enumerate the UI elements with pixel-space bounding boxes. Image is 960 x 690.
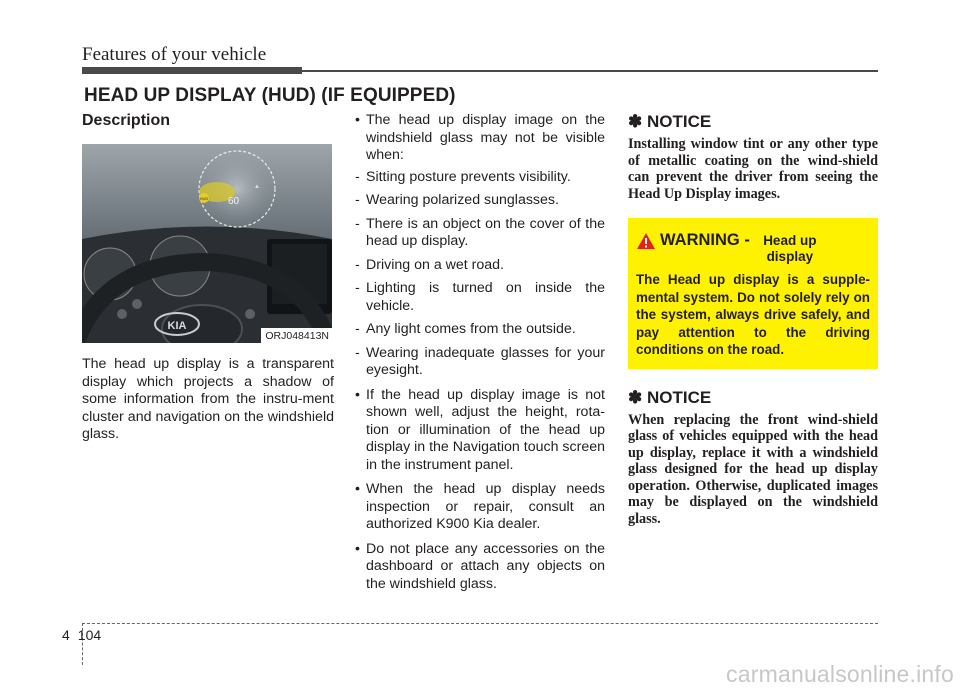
hud-figure [82,144,332,343]
sub-item: - Wearing polarized sunglasses. [355,192,605,210]
sub-item: - Wearing inadequate glasses for your eyesight. [355,345,605,380]
notice-body: When replacing the front wind-shield glass of vehicles equipped with the head up display, replace it with a windshield glass designed for the head up display operation. Otherwise, duplicated images may be displayed on the windshield glass. [628,411,878,527]
dashboard-illustration [82,144,332,343]
sub-item: - There is an object on the cover of the head up display. [355,216,605,251]
bullet-item: • When the head up display needs inspection or repair, consult an authorized K900 Kia dealer. [355,481,605,534]
description-paragraph: The head up display is a transparent display which projects a shadow of some information from the instru-ment cluster and navigation on the windshield glass. [82,356,334,442]
watermark: carmanualsonline.info [726,661,954,687]
sub-item: - Sitting posture prevents visibility. [355,169,605,187]
notice-2 [628,388,878,528]
warning-box [628,218,878,369]
right-column [628,112,878,527]
notice-title: ✽ NOTICE [628,112,712,131]
hud-badge-text: HUD [199,196,209,201]
section-title: HEAD UP DISPLAY (HUD) (IF EQUIPPED) [84,85,456,106]
notice-body: Installing window tint or any other type of metallic coating on the wind-shield can prevent the driver from seeing the Head Up Display images. [628,136,878,202]
middle-column [355,112,605,600]
footer-rule [82,623,878,624]
sub-item: - Lighting is turned on inside the vehicle. [355,280,605,315]
warning-triangle-icon [636,232,656,250]
header-bar [82,67,302,74]
warning-body: The Head up display is a supple-mental system. Do not solely rely on the system, always drive safely, and pay attention to the driving conditions on the road. [636,272,870,357]
bullet-item: • The head up display image on the windshield glass may not be visible when: [355,112,605,165]
warning-label: WARNING - [660,231,750,249]
svg-text:▲: ▲ [254,184,260,190]
page-number [62,627,101,643]
bullet-item: • Do not place any accessories on the dashboard or attach any objects on the windshield glass. [355,541,605,594]
hud-speed-text: 60 [228,196,240,207]
figure-label: ORJ048413N [261,328,332,343]
sub-item: - Any light comes from the outside. [355,321,605,339]
header-rule [300,70,878,72]
notice-title: ✽ NOTICE [628,387,712,407]
sub-item: - Driving on a wet road. [355,257,605,275]
warning-topic: Head up display [763,233,817,264]
bullet-item: • If the head up display image is not shown well, adjust the height, rota-tion or illumination of the head up display in the Navigation touch screen in the instrument panel. [355,387,605,475]
chapter-number: 4 [62,627,70,643]
description-heading: Description [82,112,171,129]
page-number-value: 104 [77,627,102,643]
left-column [82,112,334,444]
running-header: Features of your vehicle [82,44,267,65]
warning-header [636,231,870,265]
brand-logo-text: KIA [167,320,187,332]
